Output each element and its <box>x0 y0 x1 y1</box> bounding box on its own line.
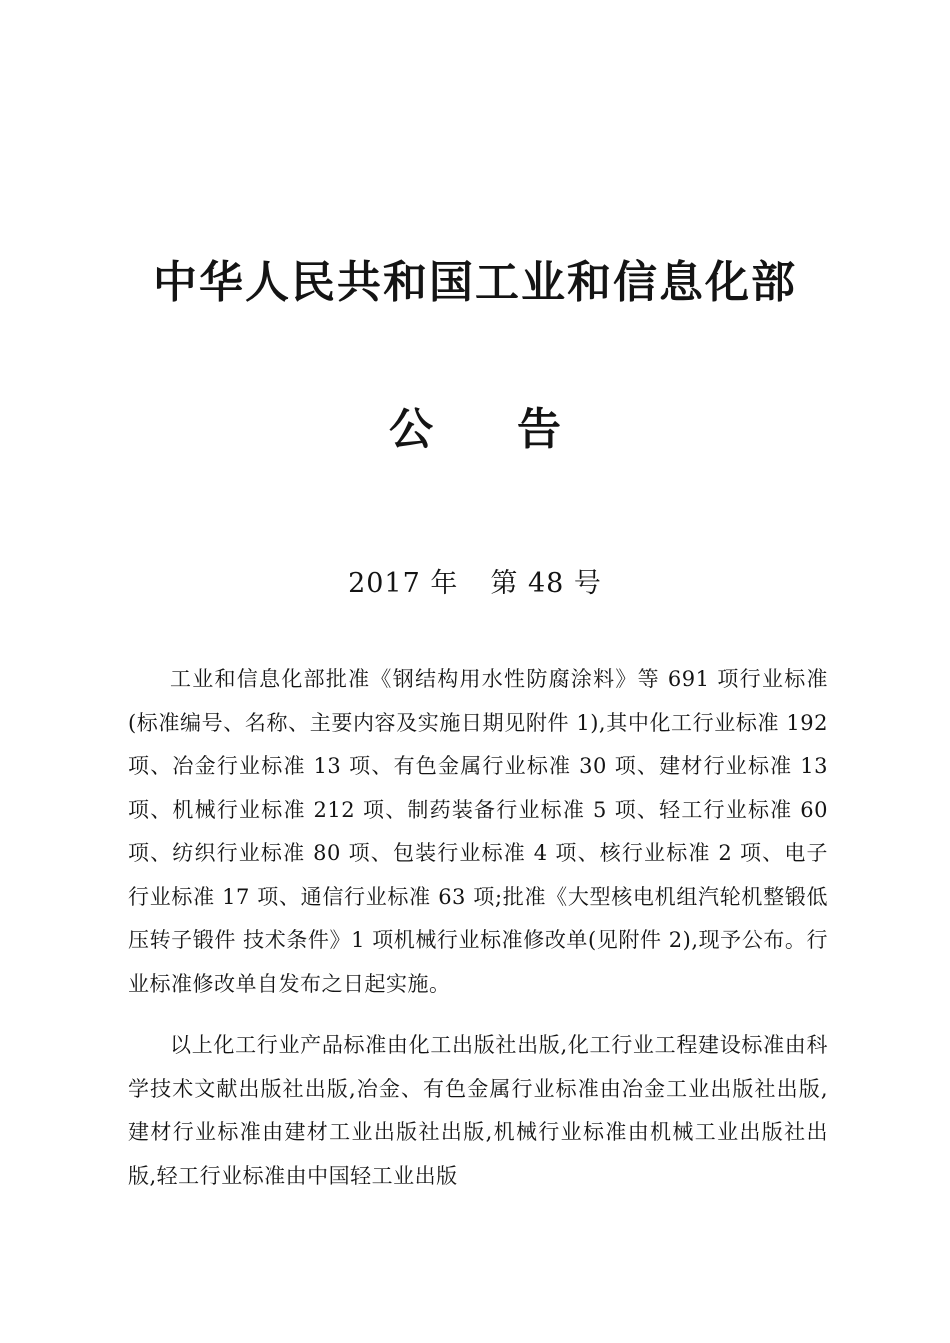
ministry-title: 中华人民共和国工业和信息化部 <box>153 257 797 308</box>
issue-year: 2017 年 <box>348 568 459 599</box>
body-paragraph-2: 以上化工行业产品标准由化工出版社出版,化工行业工程建设标准由科学技术文献出版社出版,冶金、有色金属行业标准由冶金工业出版社出版,建材行业标准由建材工业出版社出版,机械行业标准由机械工业出版社出版,轻工行业标准由中国轻工业出版 <box>128 1033 828 1188</box>
notice-title-left: 公 <box>389 404 433 455</box>
issue-number: 第 48 号 <box>490 568 602 599</box>
notice-title-right: 告 <box>517 404 561 455</box>
issue-line <box>0 560 950 608</box>
notice-title <box>0 398 950 462</box>
body-paragraph-1: 工业和信息化部批准《钢结构用水性防腐涂料》等 691 项行业标准(标准编号、名称、主要内容及实施日期见附件 1),其中化工行业标准 192 项、冶金行业标准 13 项、有色金属行业标准 30 项、建材行业标准 13 项、机械行业标准 212 项、制药装备行业标准 5 项、轻工行业标准 60 项、纺织行业标准 80 项、包装行业标准 4 项、核行业标准 2 项、电子行业标准 17 项、通信行业标准 63 项;批准《大型核电机组汽轮机整锻低压转子锻件 技术条件》1 项机械行业标准修改单(见附件 2),现予公布。行业标准修改单自发布之日起实施。 <box>128 667 828 996</box>
